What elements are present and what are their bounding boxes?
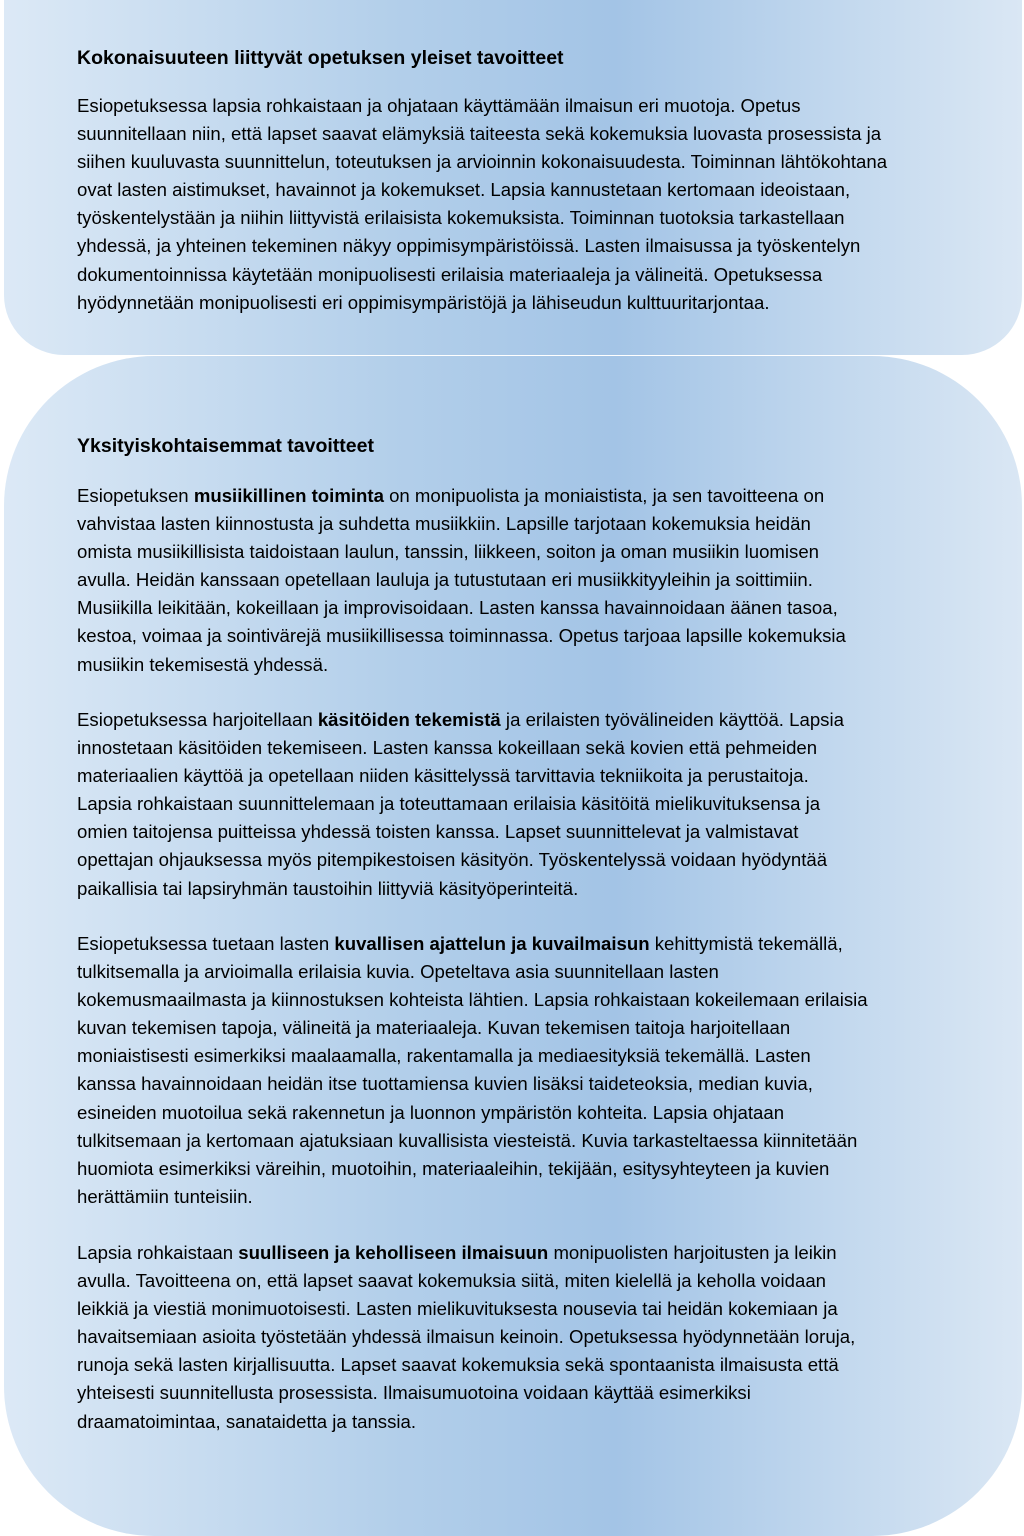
- text-line: havaitsemiaan asioita työstetään yhdessä ilmaisun keinoin. Opetuksessa hyödynnetään loruja,: [77, 1326, 856, 1348]
- text-line: runoja sekä lasten kirjallisuutta. Lapset saavat kokemuksia sekä spontaanista ilmaisusta että: [77, 1354, 839, 1376]
- text-line: tulkitsemaan ja kertomaan ajatuksiaan kuvallisista viesteistä. Kuvia tarkasteltaessa kiinnitetään: [77, 1129, 858, 1151]
- text-line: materiaalien käyttöä ja opetellaan niiden käsittelyssä tarvittavia tekniikoita ja perustaitoja.: [77, 765, 809, 787]
- text-line: yhdessä, ja yhteinen tekeminen näkyy oppimisympäristöissä. Lasten ilmaisussa ja työskentelyn: [77, 235, 861, 257]
- visual-emphasis: kuvallisen ajattelun ja kuvailmaisun: [334, 933, 650, 954]
- text-line: suunnitellaan niin, että lapset saavat elämyksiä taiteesta sekä kokemuksia luovasta prosessista ja: [77, 123, 882, 145]
- general-goals-heading: Kokonaisuuteen liittyvät opetuksen yleiset tavoitteet: [77, 47, 564, 69]
- music-emphasis: musiikillinen toiminta: [193, 485, 384, 506]
- text-line: Lapsia rohkaistaan suulliseen ja keholliseen ilmaisuun monipuolisten harjoitusten ja leikin: [77, 1242, 837, 1263]
- text-line: Lapsia rohkaistaan suunnittelemaan ja toteuttamaan erilaisia käsitöitä mielikuvituksensa ja: [77, 793, 821, 815]
- text-line: dokumentoinnissa käytetään monipuolisesti erilaisia materiaaleja ja välineitä. Opetuksessa: [77, 263, 823, 285]
- text-line: innostetaan käsitöiden tekemiseen. Lasten kanssa kokeillaan sekä kovien että pehmeiden: [77, 737, 818, 759]
- music-paragraph: [77, 482, 846, 679]
- text-line: kanssa havainnoidaan heidän itse tuottamiensa kuvien lisäksi taideteoksia, median kuvia,: [77, 1073, 813, 1095]
- text-line: Esiopetuksessa harjoitellaan käsitöiden tekemistä ja erilaisten työvälineiden käyttöä. Lapsia: [77, 709, 844, 730]
- general-goals-paragraph: [77, 92, 887, 317]
- text-line: Esiopetuksen musiikillinen toiminta on monipuolista ja moniaistista, ja sen tavoitteena on: [77, 485, 825, 506]
- text-line: leikkiä ja viestiä monimuotoisesti. Lasten mielikuvituksesta nousevia tai heidän kokemiaan ja: [77, 1298, 838, 1320]
- text-line: huomiota esimerkiksi väreihin, muotoihin, materiaaleihin, tekijään, esitysyhteyteen ja kuvien: [77, 1157, 830, 1179]
- text-line: kuvan tekemisen tapoja, välineitä ja materiaaleja. Kuvan tekemisen taitoja harjoitellaan: [77, 1017, 791, 1039]
- text-line: kokemusmaailmasta ja kiinnostuksen kohteista lähtien. Lapsia rohkaistaan kokeilemaan erilaisia: [77, 989, 868, 1011]
- text-line: hyödynnetään monipuolisesti eri oppimisympäristöjä ja lähiseudun kulttuuritarjontaa.: [77, 291, 770, 313]
- text-line: Esiopetuksessa tuetaan lasten kuvallisen ajattelun ja kuvailmaisun kehittymistä tekemällä,: [77, 933, 843, 954]
- text-line: draamatoimintaa, sanataidetta ja tanssia.: [77, 1410, 417, 1432]
- text-line: työskentelystään ja niihin liittyvistä erilaisista kokemuksista. Toiminnan tuotoksia tarkastellaan: [77, 207, 845, 229]
- text-line: yhteisesti suunnitellusta prosessista. Ilmaisumuotoina voidaan käyttää esimerkiksi: [77, 1382, 751, 1404]
- text-line: Esiopetuksessa lapsia rohkaistaan ja ohjataan käyttämään ilmaisun eri muotoja. Opetus: [77, 95, 801, 116]
- verbal-emphasis: suulliseen ja keholliseen ilmaisuun: [238, 1242, 549, 1263]
- text-line: tulkitsemalla ja arvioimalla erilaisia kuvia. Opeteltava asia suunnitellaan lasten: [77, 961, 719, 983]
- text-line: moniaistisesti esimerkiksi maalaamalla, rakentamalla ja mediaesityksiä tekemällä. Lasten: [77, 1045, 811, 1067]
- text-line: omien taitojensa puitteissa yhdessä toisten kanssa. Lapset suunnittelevat ja valmistavat: [77, 821, 799, 843]
- text-line: kestoa, voimaa ja sointivärejä musiikillisessa toiminnassa. Opetus tarjoaa lapsille kokemuksia: [77, 625, 846, 647]
- visual-paragraph: [77, 930, 868, 1211]
- text-line: vahvistaa lasten kiinnostusta ja suhdetta musiikkiin. Lapsille tarjotaan kokemuksia heidän: [77, 513, 811, 535]
- text-line: opettajan ohjauksessa myös pitempikestoisen käsityön. Työskentelyssä voidaan hyödyntää: [77, 849, 828, 871]
- text-line: avulla. Tavoitteena on, että lapset saavat kokemuksia siitä, miten kielellä ja keholla voidaan: [77, 1270, 827, 1292]
- text-line: paikallisia tai lapsiryhmän taustoihin liittyviä käsityöperinteitä.: [77, 877, 579, 899]
- text-line: omista musiikillisista taidoistaan laulun, tanssin, liikkeen, soiton ja oman musiikin luomisen: [77, 541, 820, 563]
- text-line: ovat lasten aistimukset, havainnot ja kokemukset. Lapsia kannustetaan kertomaan ideoistaan,: [77, 179, 851, 201]
- specific-goals-heading: Yksityiskohtaisemmat tavoitteet: [77, 435, 374, 457]
- text-line: siihen kuuluvasta suunnittelun, toteutuksen ja arvioinnin kokonaisuudesta. Toiminnan lähtökohtana: [77, 151, 888, 173]
- text-line: avulla. Heidän kanssaan opetellaan lauluja ja tutustutaan eri musiikkityyleihin ja soittimiin.: [77, 569, 813, 591]
- crafts-emphasis: käsitöiden tekemistä: [317, 709, 501, 730]
- text-line: herättämiin tunteisiin.: [77, 1185, 253, 1207]
- verbal-paragraph: [77, 1239, 855, 1436]
- text-line: Musiikilla leikitään, kokeillaan ja improvisoidaan. Lasten kanssa havainnoidaan äänen tasoa,: [77, 597, 838, 619]
- text-line: esineiden muotoilua sekä rakennetun ja luonnon ympäristön kohteita. Lapsia ohjataan: [77, 1101, 785, 1123]
- crafts-paragraph: [77, 706, 844, 903]
- text-line: musiikin tekemisestä yhdessä.: [77, 653, 329, 675]
